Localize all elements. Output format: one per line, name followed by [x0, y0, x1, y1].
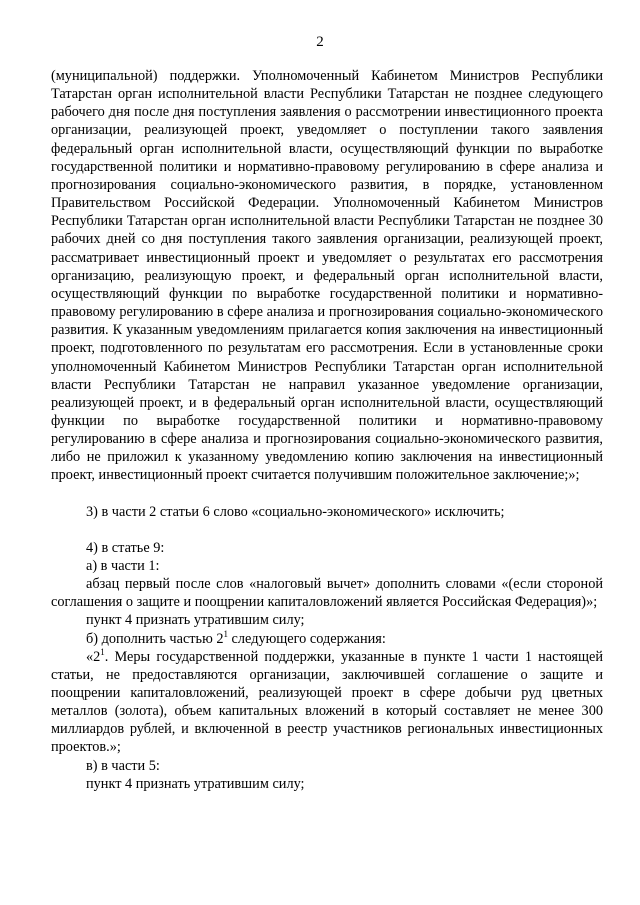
paragraph-point-4-void-2: пункт 4 признать утратившим силу;	[86, 775, 305, 792]
new-part-superscript: 1	[100, 646, 105, 657]
paragraph-first-abzac: абзац первый после слов «налоговый вычет» дополнить словами «(если стороной соглашения о защите и поощрении капиталовложений является Российская Федерация)»;	[51, 576, 603, 611]
subitem-b-superscript: 1	[223, 628, 228, 639]
paragraph-subitem-a: а) в части 1:	[86, 557, 160, 574]
paragraph-subitem-b	[51, 630, 603, 648]
paragraph-new-part-2-1	[51, 648, 603, 757]
paragraph-continued-text: (муниципальной) поддержки. Уполномоченный Кабинетом Министров Республики Татарстан орган исполнительной власти Республики Татарстан не позднее следующего рабочего дня после дня поступления заявления о рассмотрении инвестиционного проекта организации, реализующей проект, уведомляет о поступлении такого заявления федеральный орган исполнительной власти, осуществляющий функции по выработке государственной политики и нормативно-правовому регулированию в сфере анализа и прогнозирования социально-экономического развития, в порядке, установленном Правительством Российской Федерации. Уполномоченный Кабинетом Министров Республики Татарстан орган исполнительной власти Республики Татарстан не позднее 30 рабочих дней со дня поступления такого заявления организации, реализующей проект, рассматривает инвестиционный проект и уведомляет о результатах его рассмотрения организацию, реализующую проект, и федеральный орган исполнительной власти, осуществляющий функции по выработке государственной политики и нормативно-правовому регулированию в сфере анализа и прогнозирования социально-экономического развития. К указанным уведомлениям прилагается копия заключения на инвестиционный проект, подготовленного по результатам его рассмотрения. Если в установленные сроки уполномоченный Кабинетом Министров Республики Татарстан орган исполнительной власти Республики Татарстан не направил указанное уведомление организации, реализующей проект, и в федеральный орган исполнительной власти, осуществляющий функции по выработке государственной политики и нормативно-правовому регулированию в сфере анализа и прогнозирования социально-экономического развития, либо не приложил к указанному уведомлению копию заключения на инвестиционный проект, инвестиционный проект считается получившим положительное заключение;»;	[51, 68, 603, 484]
document-body	[51, 67, 603, 793]
page-number: 2	[316, 34, 324, 50]
paragraph-point-4-void: пункт 4 признать утратившим силу;	[86, 612, 305, 629]
new-part-text-start: «2	[86, 648, 101, 665]
paragraph-item-4: 4) в статье 9:	[86, 539, 165, 556]
subitem-b-text-end: следующего содержания:	[227, 630, 386, 647]
subitem-b-text-start: б) дополнить частью 2	[86, 630, 224, 647]
paragraph-item-3: 3) в части 2 статьи 6 слово «социально-экономического» исключить;	[86, 503, 505, 520]
new-part-text-end: . Меры государственной поддержки, указанные в пункте 1 части 1 настоящей статьи, не предоставляются организации, заключившей соглашение о защите и поощрении капиталовложений, реализующей проект в сфере добычи руд цветных металлов (золота), объем капитальных вложений в который составляет не менее 300 миллиардов рублей, и включенной в реестр участников региональных инвестиционных проектов.»;	[51, 648, 603, 756]
paragraph-subitem-v: в) в части 5:	[86, 757, 160, 774]
